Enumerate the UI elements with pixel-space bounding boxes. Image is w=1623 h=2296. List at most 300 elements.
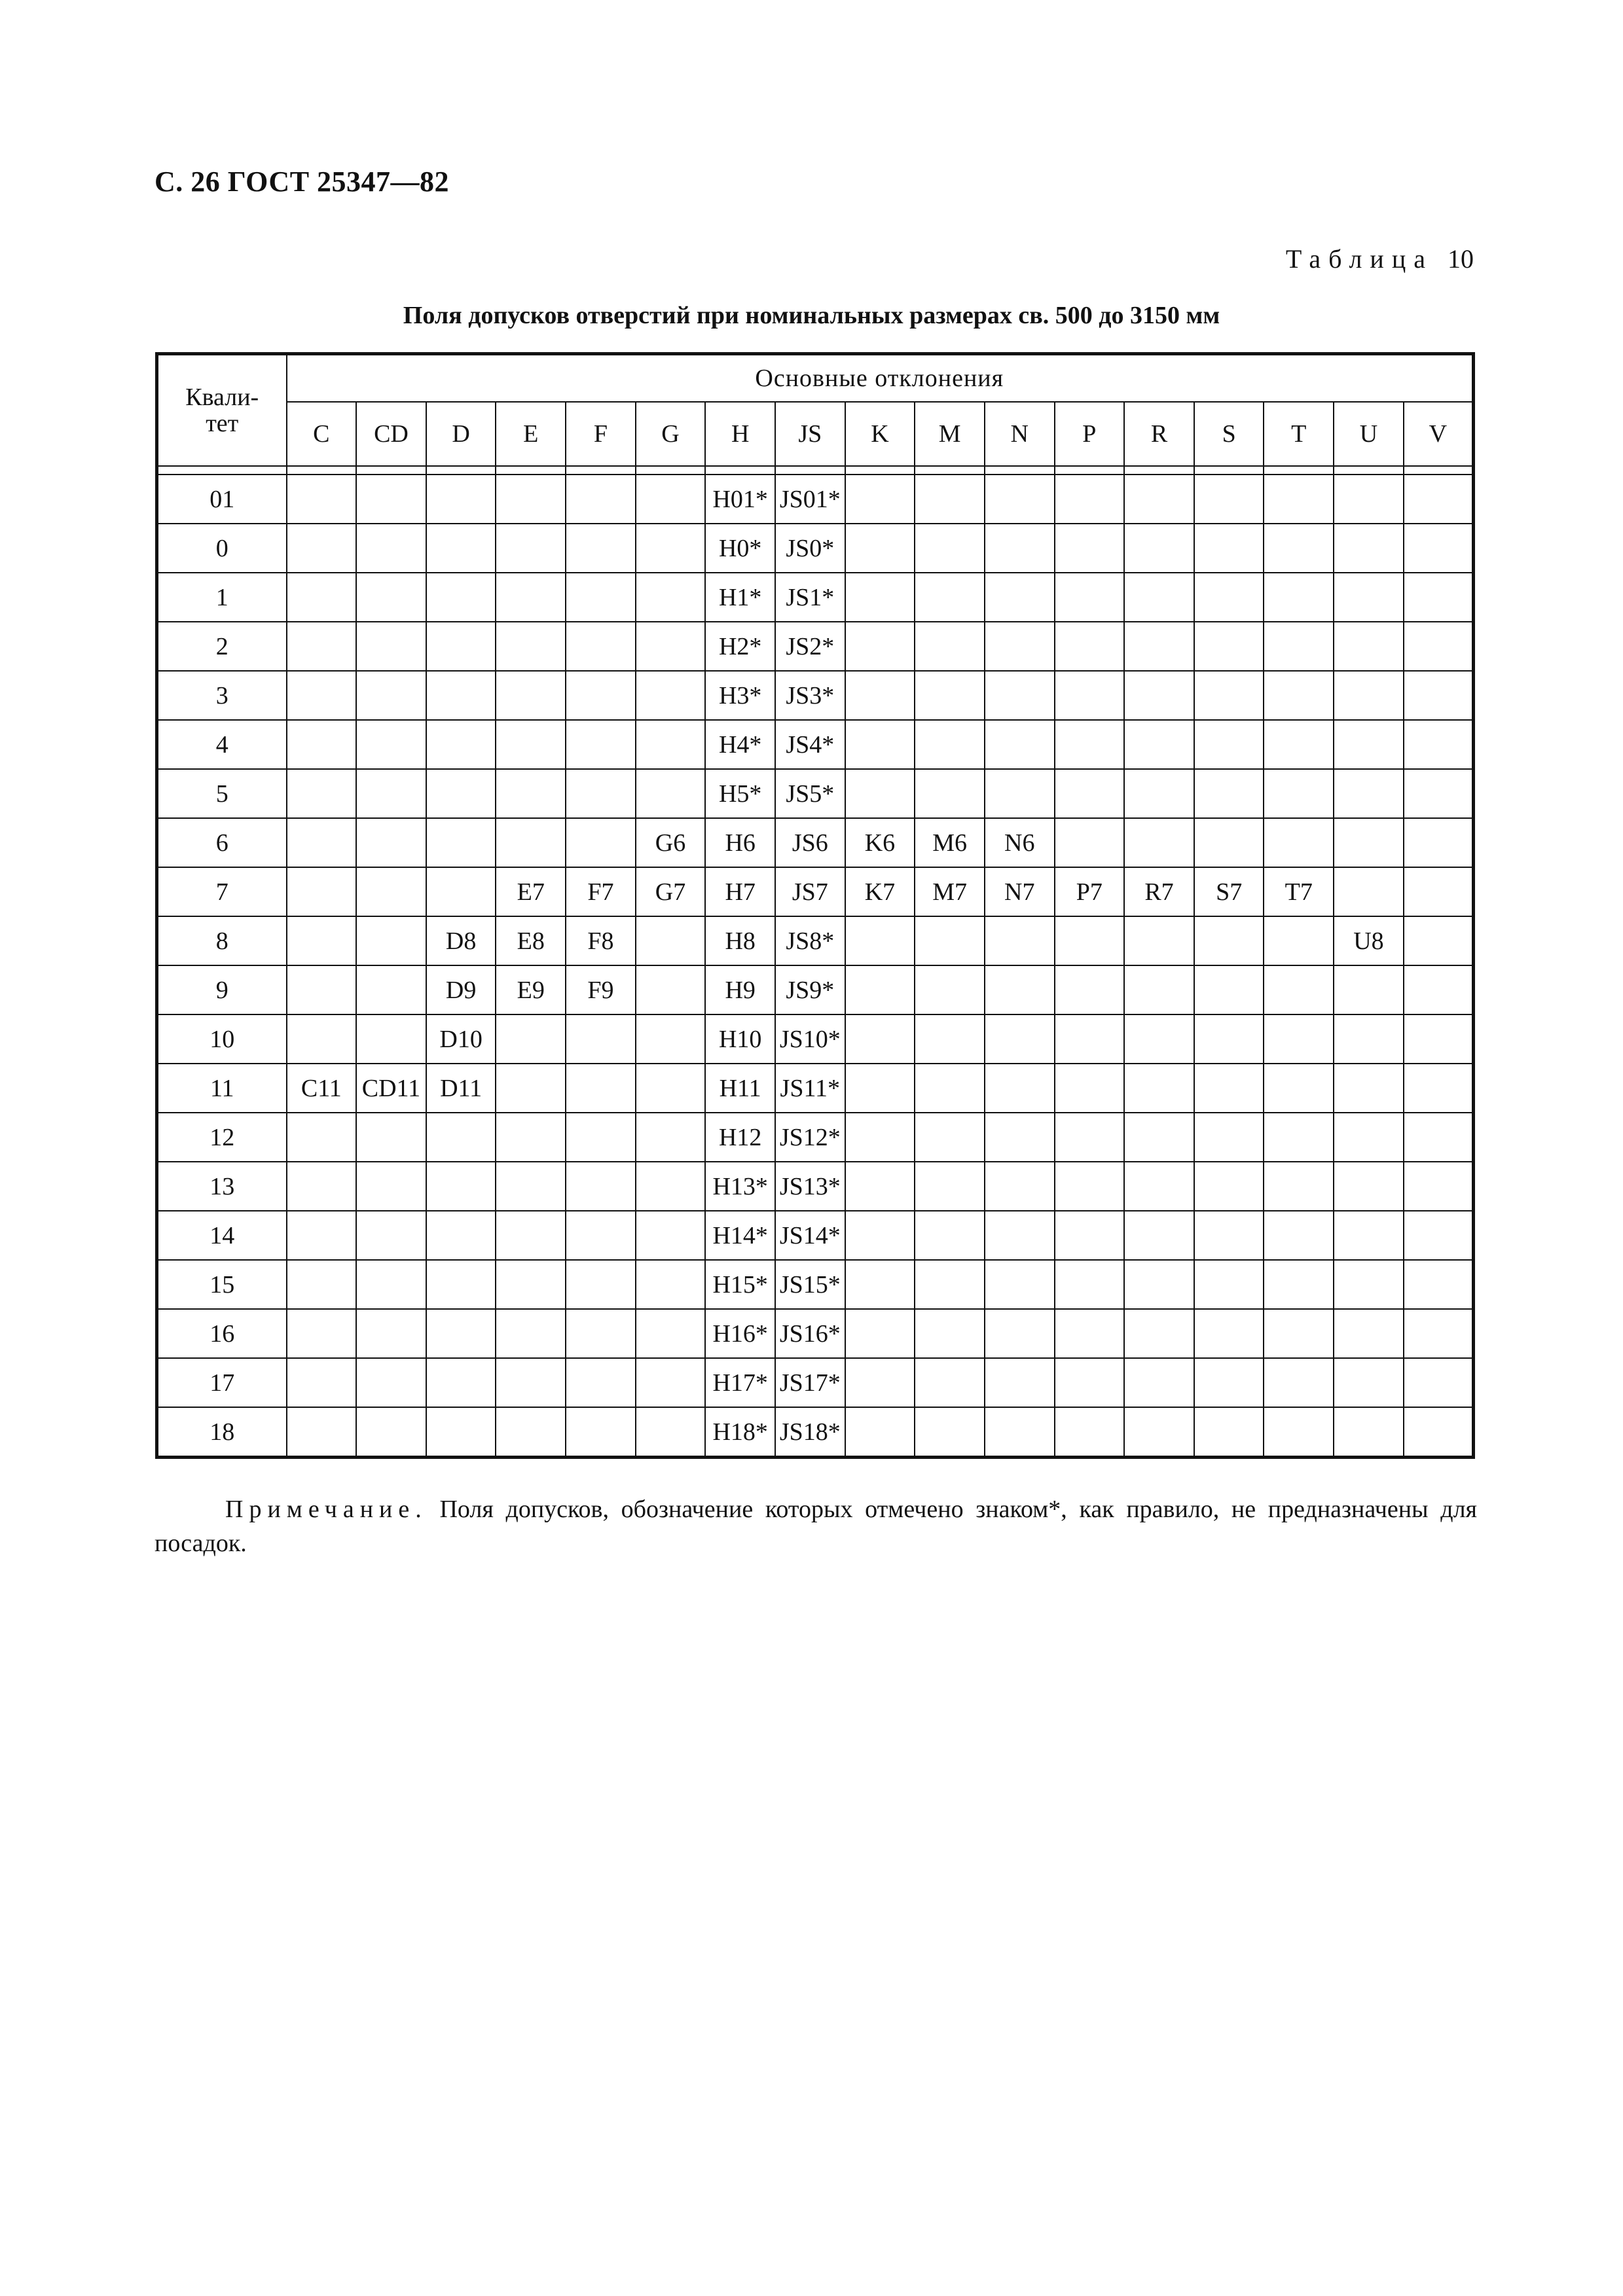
kvalitet-cell: 17: [157, 1358, 287, 1407]
tolerance-cell: JS01*: [775, 475, 845, 524]
kvalitet-cell: 7: [157, 867, 287, 916]
table-row: [157, 1162, 1474, 1211]
tolerance-cell: [566, 622, 636, 671]
tolerance-cell: [356, 573, 426, 622]
tolerance-cell: [1264, 1162, 1334, 1211]
tolerance-cell: F9: [566, 965, 636, 1014]
tolerance-cell: H8: [705, 916, 775, 965]
tolerance-cell: [1124, 524, 1194, 573]
tolerance-cell: D8: [426, 916, 496, 965]
tolerance-cell: [845, 1211, 915, 1260]
column-header: U: [1334, 402, 1404, 466]
tolerance-cell: [1055, 1162, 1125, 1211]
tolerance-cell: [1264, 965, 1334, 1014]
tolerance-cell: [1055, 965, 1125, 1014]
tolerance-cell: [1124, 1014, 1194, 1064]
tolerance-cell: [426, 867, 496, 916]
tolerance-cell: [356, 965, 426, 1014]
tolerance-cell: [1124, 622, 1194, 671]
tolerance-cell: [1334, 1064, 1404, 1113]
tolerance-cell: [636, 720, 706, 769]
tolerance-cell: [287, 916, 357, 965]
tolerance-cell: F8: [566, 916, 636, 965]
tolerance-cell: [1124, 1309, 1194, 1358]
tolerance-cell: S7: [1194, 867, 1264, 916]
tolerance-cell: [1404, 720, 1474, 769]
tolerance-cell: [356, 867, 426, 916]
tolerance-cell: [1334, 965, 1404, 1014]
tolerance-cell: [1264, 573, 1334, 622]
table-row: [157, 769, 1474, 818]
tolerance-cell: [1334, 1407, 1404, 1458]
tolerance-cell: [845, 1014, 915, 1064]
tolerance-cell: [1404, 622, 1474, 671]
tolerance-cell: [915, 1014, 985, 1064]
tolerance-cell: [636, 1309, 706, 1358]
tolerance-cell: [426, 1211, 496, 1260]
tolerance-cell: [845, 475, 915, 524]
tolerance-cell: [1124, 1358, 1194, 1407]
tolerance-cell: [566, 475, 636, 524]
tolerance-cell: [1334, 720, 1404, 769]
tolerance-cell: JS4*: [775, 720, 845, 769]
tolerance-cell: JS6: [775, 818, 845, 867]
tolerance-cell: [915, 1113, 985, 1162]
header-main-deviations: Основные отклонения: [287, 354, 1474, 403]
table-title: Поля допусков отверстий при номинальных размерах св. 500 до 3150 мм: [403, 302, 1220, 329]
table-row: [157, 818, 1474, 867]
tolerance-cell: [1404, 1064, 1474, 1113]
tolerance-cell: [985, 1260, 1055, 1309]
tolerance-cell: [1124, 1162, 1194, 1211]
tolerance-cell: JS9*: [775, 965, 845, 1014]
tolerance-cell: [356, 475, 426, 524]
tolerance-cell: [845, 524, 915, 573]
tolerance-cell: [496, 818, 566, 867]
tolerance-cell: P7: [1055, 867, 1125, 916]
tolerance-cell: [426, 1358, 496, 1407]
tolerance-cell: H5*: [705, 769, 775, 818]
tolerance-cell: [1264, 818, 1334, 867]
tolerance-cell: [356, 1407, 426, 1458]
note-label: Примечание.: [225, 1496, 428, 1523]
tolerance-cell: [1124, 1260, 1194, 1309]
kvalitet-cell: 9: [157, 965, 287, 1014]
tolerance-cell: [915, 475, 985, 524]
table-row: [157, 573, 1474, 622]
table-row: [157, 1113, 1474, 1162]
tolerance-cell: [1264, 1260, 1334, 1309]
tolerance-cell: [1194, 1162, 1264, 1211]
tolerance-cell: [1264, 475, 1334, 524]
column-header: P: [1055, 402, 1125, 466]
tolerance-cell: JS14*: [775, 1211, 845, 1260]
table-number: 10: [1448, 244, 1474, 274]
tolerance-cell: [1124, 1113, 1194, 1162]
tolerance-cell: [845, 965, 915, 1014]
tolerance-cell: [845, 720, 915, 769]
kvalitet-cell: 5: [157, 769, 287, 818]
tolerance-cell: [915, 573, 985, 622]
header-kvalitet: Квали- тет: [157, 354, 287, 467]
kvalitet-cell: 4: [157, 720, 287, 769]
tolerance-cell: JS16*: [775, 1309, 845, 1358]
tolerance-cell: H1*: [705, 573, 775, 622]
tolerance-cell: [426, 769, 496, 818]
kvalitet-cell: 10: [157, 1014, 287, 1064]
tolerance-cell: [287, 720, 357, 769]
column-header: V: [1404, 402, 1474, 466]
tolerance-cell: [845, 1064, 915, 1113]
tolerance-cell: [1194, 720, 1264, 769]
tolerance-cell: [1055, 622, 1125, 671]
tolerance-cell: M7: [915, 867, 985, 916]
tolerance-cell: [915, 1162, 985, 1211]
tolerance-cell: JS13*: [775, 1162, 845, 1211]
tolerance-cell: E9: [496, 965, 566, 1014]
tolerance-cell: JS8*: [775, 916, 845, 965]
tolerance-cell: H4*: [705, 720, 775, 769]
tolerance-cell: [636, 1014, 706, 1064]
tolerance-cell: JS11*: [775, 1064, 845, 1113]
tolerance-fields-table: [155, 352, 1475, 1459]
tolerance-cell: [915, 1064, 985, 1113]
tolerance-cell: [1404, 916, 1474, 965]
tolerance-cell: [1404, 867, 1474, 916]
tolerance-cell: H2*: [705, 622, 775, 671]
tolerance-cell: [1055, 1014, 1125, 1064]
tolerance-cell: [1194, 1309, 1264, 1358]
tolerance-cell: [1194, 1014, 1264, 1064]
tolerance-cell: [1334, 524, 1404, 573]
tolerance-cell: [915, 524, 985, 573]
tolerance-cell: [1124, 916, 1194, 965]
tolerance-cell: [1124, 1064, 1194, 1113]
tolerance-cell: [426, 720, 496, 769]
column-header: G: [636, 402, 706, 466]
tolerance-cell: [985, 769, 1055, 818]
tolerance-cell: [356, 1309, 426, 1358]
tolerance-cell: JS5*: [775, 769, 845, 818]
tolerance-cell: [287, 1162, 357, 1211]
tolerance-cell: [985, 1211, 1055, 1260]
tolerance-cell: [1124, 965, 1194, 1014]
tolerance-cell: [426, 524, 496, 573]
tolerance-cell: [636, 1358, 706, 1407]
tolerance-cell: [1055, 916, 1125, 965]
tolerance-cell: [1264, 622, 1334, 671]
header-separator: [157, 466, 1474, 475]
tolerance-cell: [1264, 1309, 1334, 1358]
tolerance-cell: [1264, 1211, 1334, 1260]
tolerance-cell: JS3*: [775, 671, 845, 720]
tolerance-cell: [496, 1014, 566, 1064]
table-row: [157, 1407, 1474, 1458]
tolerance-cell: [287, 769, 357, 818]
tolerance-cell: [1124, 1407, 1194, 1458]
tolerance-cell: [985, 1162, 1055, 1211]
table-row: [157, 1211, 1474, 1260]
tolerance-cell: T7: [1264, 867, 1334, 916]
tolerance-cell: [426, 1407, 496, 1458]
tolerance-cell: [1334, 573, 1404, 622]
tolerance-cell: [1055, 720, 1125, 769]
tolerance-cell: [287, 1211, 357, 1260]
tolerance-cell: [1194, 1211, 1264, 1260]
tolerance-cell: [426, 1260, 496, 1309]
kvalitet-cell: 0: [157, 524, 287, 573]
tolerance-cell: H16*: [705, 1309, 775, 1358]
tolerance-cell: [915, 769, 985, 818]
tolerance-cell: [1055, 573, 1125, 622]
tolerance-cell: [636, 1407, 706, 1458]
kvalitet-cell: 13: [157, 1162, 287, 1211]
tolerance-cell: [566, 1113, 636, 1162]
tolerance-cell: [985, 1113, 1055, 1162]
tolerance-cell: [496, 1260, 566, 1309]
kvalitet-cell: 15: [157, 1260, 287, 1309]
tolerance-cell: [1404, 1358, 1474, 1407]
tolerance-cell: [915, 1309, 985, 1358]
tolerance-cell: H11: [705, 1064, 775, 1113]
tolerance-cell: G7: [636, 867, 706, 916]
tolerance-cell: [1334, 475, 1404, 524]
tolerance-cell: [636, 916, 706, 965]
tolerance-cell: [985, 720, 1055, 769]
kvalitet-cell: 1: [157, 573, 287, 622]
tolerance-cell: [915, 1407, 985, 1458]
tolerance-cell: [1264, 1358, 1334, 1407]
tolerance-cell: [356, 1211, 426, 1260]
tolerance-cell: [356, 769, 426, 818]
tolerance-cell: [1194, 1358, 1264, 1407]
table-row: [157, 965, 1474, 1014]
tolerance-cell: [426, 671, 496, 720]
tolerance-cell: [356, 1014, 426, 1064]
tolerance-cell: [1194, 573, 1264, 622]
tolerance-cell: [985, 965, 1055, 1014]
tolerance-cell: [636, 524, 706, 573]
tolerance-cell: [356, 916, 426, 965]
tolerance-cell: [1055, 818, 1125, 867]
tolerance-cell: H01*: [705, 475, 775, 524]
tolerance-cell: [287, 1358, 357, 1407]
tolerance-cell: N7: [985, 867, 1055, 916]
kvalitet-cell: 8: [157, 916, 287, 965]
tolerance-cell: [845, 1260, 915, 1309]
tolerance-cell: [915, 622, 985, 671]
tolerance-cell: [566, 1407, 636, 1458]
tolerance-cell: [426, 818, 496, 867]
tolerance-cell: [1194, 1064, 1264, 1113]
kvalitet-cell: 2: [157, 622, 287, 671]
tolerance-cell: [496, 1358, 566, 1407]
tolerance-cell: [636, 622, 706, 671]
tolerance-cell: H3*: [705, 671, 775, 720]
tolerance-cell: [1264, 1407, 1334, 1458]
tolerance-cell: [1055, 475, 1125, 524]
tolerance-cell: H15*: [705, 1260, 775, 1309]
tolerance-cell: [845, 1113, 915, 1162]
tolerance-cell: [496, 524, 566, 573]
tolerance-cell: K6: [845, 818, 915, 867]
tolerance-cell: [1334, 1162, 1404, 1211]
tolerance-cell: [1404, 1162, 1474, 1211]
tolerance-cell: [1124, 769, 1194, 818]
table-row: [157, 916, 1474, 965]
kvalitet-cell: 01: [157, 475, 287, 524]
tolerance-cell: [915, 1211, 985, 1260]
tolerance-cell: [1124, 475, 1194, 524]
tolerance-cell: [356, 1358, 426, 1407]
tolerance-cell: [1334, 1211, 1404, 1260]
tolerance-cell: [356, 1162, 426, 1211]
tolerance-cell: R7: [1124, 867, 1194, 916]
tolerance-cell: [1194, 475, 1264, 524]
tolerance-cell: [1264, 720, 1334, 769]
tolerance-cell: [496, 1162, 566, 1211]
tolerance-cell: H9: [705, 965, 775, 1014]
tolerance-cell: JS0*: [775, 524, 845, 573]
tolerance-cell: H10: [705, 1014, 775, 1064]
tolerance-cell: [1124, 818, 1194, 867]
tolerance-cell: [636, 573, 706, 622]
column-header: H: [705, 402, 775, 466]
tolerance-cell: [636, 671, 706, 720]
tolerance-cell: JS15*: [775, 1260, 845, 1309]
tolerance-cell: [1404, 573, 1474, 622]
tolerance-cell: [287, 1113, 357, 1162]
tolerance-cell: [1404, 1309, 1474, 1358]
tolerance-cell: H18*: [705, 1407, 775, 1458]
tolerance-cell: [845, 622, 915, 671]
tolerance-cell: [636, 769, 706, 818]
tolerance-cell: [496, 622, 566, 671]
tolerance-cell: [985, 916, 1055, 965]
tolerance-cell: [985, 671, 1055, 720]
tolerance-cell: [1194, 671, 1264, 720]
tolerance-cell: [496, 1407, 566, 1458]
tolerance-cell: [1264, 671, 1334, 720]
tolerance-cell: [566, 818, 636, 867]
tolerance-cell: [287, 1014, 357, 1064]
tolerance-cell: [566, 1064, 636, 1113]
tolerance-cell: [915, 965, 985, 1014]
kvalitet-cell: 11: [157, 1064, 287, 1113]
tolerance-cell: [496, 671, 566, 720]
note-text: Поля допусков, обозначение которых отмечено знаком*, как правило, не предназначены для посадок.: [155, 1496, 1478, 1557]
tolerance-cell: [985, 1014, 1055, 1064]
tolerance-cell: [287, 1309, 357, 1358]
tolerance-cell: [1404, 1407, 1474, 1458]
column-header: F: [566, 402, 636, 466]
tolerance-cell: [356, 524, 426, 573]
tolerance-cell: [496, 475, 566, 524]
table-row: [157, 1358, 1474, 1407]
tolerance-cell: [636, 1211, 706, 1260]
tolerance-cell: [566, 671, 636, 720]
tolerance-cell: [985, 475, 1055, 524]
tolerance-cell: E8: [496, 916, 566, 965]
tolerance-cell: [915, 671, 985, 720]
tolerance-cell: [1334, 818, 1404, 867]
tolerance-cell: [496, 769, 566, 818]
tolerance-cell: JS10*: [775, 1014, 845, 1064]
tolerance-cell: [426, 573, 496, 622]
tolerance-cell: [1264, 769, 1334, 818]
tolerance-cell: JS7: [775, 867, 845, 916]
tolerance-cell: [845, 1309, 915, 1358]
tolerance-cell: [845, 916, 915, 965]
tolerance-cell: [845, 1407, 915, 1458]
table-row: [157, 475, 1474, 524]
tolerance-cell: [566, 769, 636, 818]
tolerance-cell: [426, 1113, 496, 1162]
tolerance-cell: JS1*: [775, 573, 845, 622]
tolerance-cell: [287, 1260, 357, 1309]
tolerance-cell: [1055, 671, 1125, 720]
column-header: E: [496, 402, 566, 466]
tolerance-cell: [1334, 622, 1404, 671]
tolerance-cell: G6: [636, 818, 706, 867]
tolerance-cell: H13*: [705, 1162, 775, 1211]
tolerance-cell: [1334, 671, 1404, 720]
tolerance-cell: H17*: [705, 1358, 775, 1407]
table-row: [157, 622, 1474, 671]
tolerance-cell: [985, 622, 1055, 671]
tolerance-cell: [1404, 1113, 1474, 1162]
tolerance-cell: [1194, 1260, 1264, 1309]
tolerance-cell: [496, 573, 566, 622]
tolerance-cell: [287, 524, 357, 573]
table-row: [157, 867, 1474, 916]
tolerance-cell: [1404, 475, 1474, 524]
tolerance-cell: [1334, 1113, 1404, 1162]
tolerance-cell: [985, 1309, 1055, 1358]
table-row: [157, 1260, 1474, 1309]
tolerance-cell: [845, 573, 915, 622]
tolerance-cell: JS12*: [775, 1113, 845, 1162]
tolerance-cell: [1055, 1358, 1125, 1407]
table-row: [157, 1014, 1474, 1064]
tolerance-cell: [1194, 622, 1264, 671]
tolerance-cell: [1124, 573, 1194, 622]
tolerance-cell: [915, 1358, 985, 1407]
tolerance-cell: [1264, 916, 1334, 965]
kvalitet-cell: 14: [157, 1211, 287, 1260]
tolerance-cell: [1334, 769, 1404, 818]
tolerance-cell: D11: [426, 1064, 496, 1113]
tolerance-cell: [566, 1309, 636, 1358]
tolerance-cell: [566, 1211, 636, 1260]
tolerance-cell: [1055, 1309, 1125, 1358]
tolerance-cell: [1334, 1358, 1404, 1407]
tolerance-cell: [985, 1358, 1055, 1407]
tolerance-cell: [566, 1162, 636, 1211]
tolerance-cell: [1194, 916, 1264, 965]
column-header: M: [915, 402, 985, 466]
tolerance-cell: F7: [566, 867, 636, 916]
tolerance-cell: [985, 1407, 1055, 1458]
table-note: [155, 1492, 1477, 1560]
column-header: T: [1264, 402, 1334, 466]
tolerance-cell: [356, 1260, 426, 1309]
tolerance-cell: [287, 965, 357, 1014]
table-row: [157, 1309, 1474, 1358]
tolerance-cell: [1194, 769, 1264, 818]
tolerance-cell: [1264, 524, 1334, 573]
table-label-word: Таблица: [1285, 244, 1433, 274]
